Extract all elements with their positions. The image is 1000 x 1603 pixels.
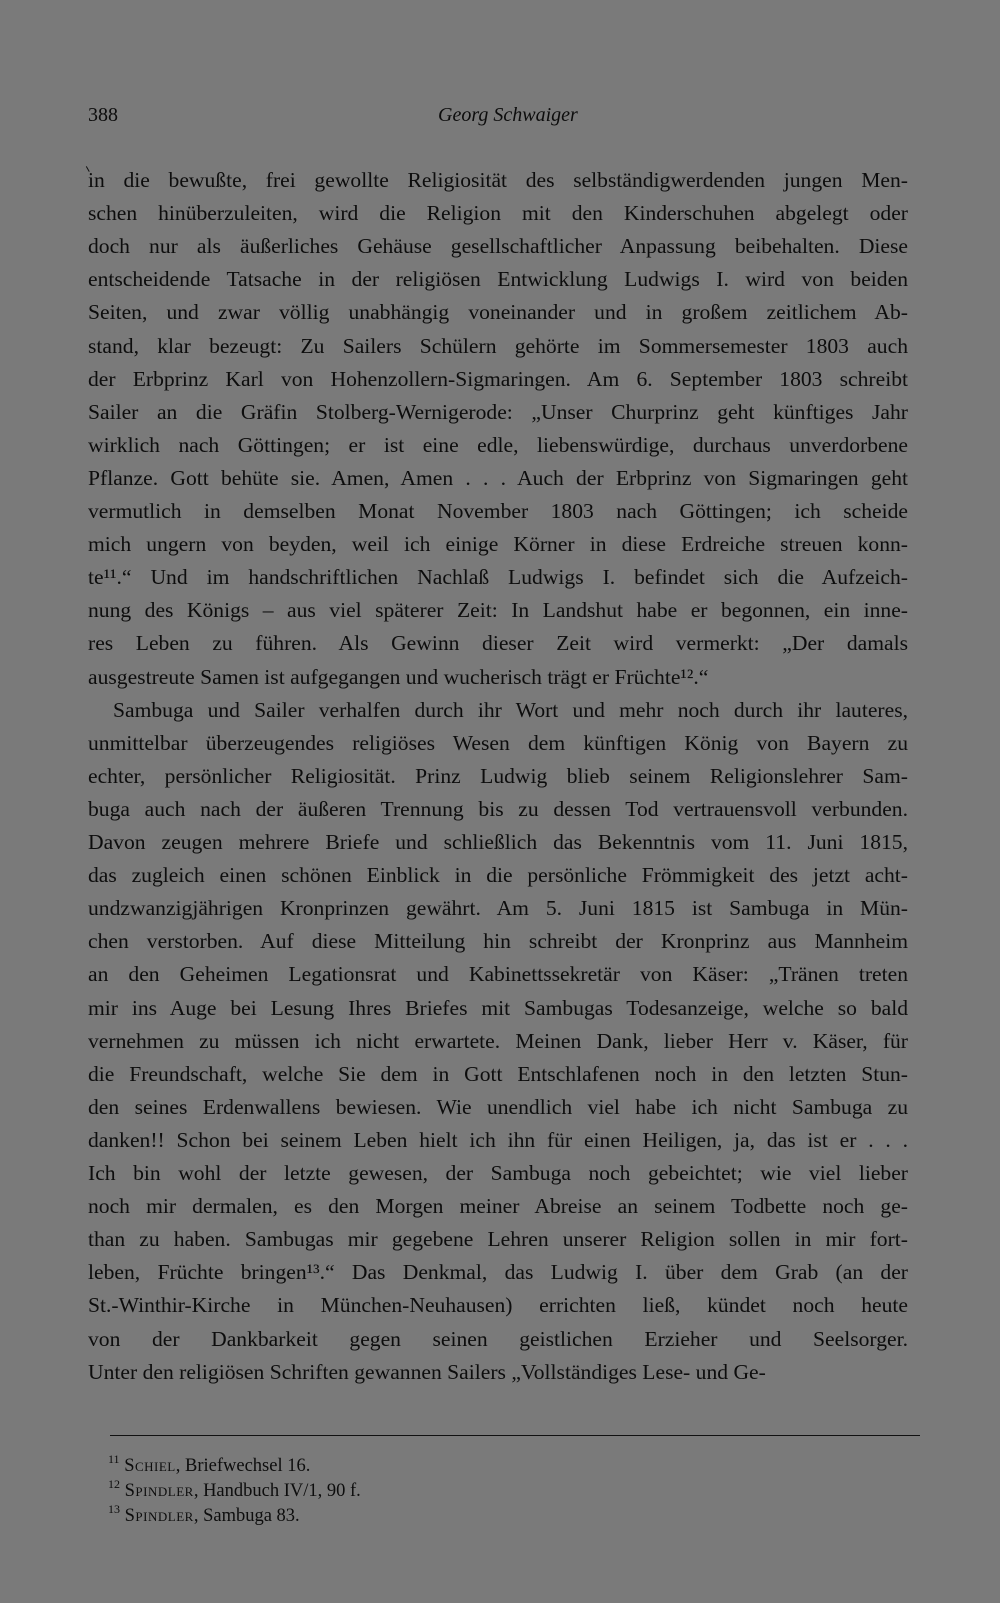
text-line: res Leben zu führen. Als Gewinn dieser Zeit wird vermerkt: „Der damals xyxy=(88,633,908,656)
footnote xyxy=(108,1502,300,1527)
text-line: echter, persönlicher Religiosität. Prinz Ludwig blieb seinem Religionslehrer Sam- xyxy=(88,765,908,788)
text-line: nung des Königs – aus viel späterer Zeit: In Landshut habe er begonnen, ein inne- xyxy=(88,600,908,623)
text-line: undzwanzigjährigen Kronprinzen gewährt. Am 5. Juni 1815 ist Sambuga in Mün- xyxy=(88,898,908,921)
footnote-mark: 11 xyxy=(108,1452,120,1466)
footnote-text: , Sambuga 83. xyxy=(193,1506,300,1526)
page-number: 388 xyxy=(88,104,118,126)
text-line: stand, klar bezeugt: Zu Sailers Schülern gehörte im Sommersemester 1803 auch xyxy=(88,335,908,358)
text-line: die Freundschaft, welche Sie dem in Gott Entschlafenen noch in den letzten Stun- xyxy=(88,1063,908,1086)
footnote-mark: 12 xyxy=(108,1477,120,1491)
footnote-mark: 13 xyxy=(108,1502,120,1516)
footnote-text: , Handbuch IV/1, 90 f. xyxy=(193,1481,361,1501)
text-line: den seines Erdenwallens bewiesen. Wie unendlich viel habe ich nicht Sambuga zu xyxy=(88,1096,908,1119)
text-line: unmittelbar überzeugendes religiöses Wesen dem künftigen König von Bayern zu xyxy=(88,732,908,755)
text-line: Seiten, und zwar völlig unabhängig voneinander und in großem zeitlichem Ab- xyxy=(88,302,908,325)
page-header xyxy=(88,100,920,132)
text-line: Davon zeugen mehrere Briefe und schließlich das Bekenntnis vom 11. Juni 1815, xyxy=(88,832,908,854)
text-line: mir ins Auge bei Lesung Ihres Briefes mit Sambugas Todesanzeige, welche so bald xyxy=(88,997,908,1020)
footnote-author: Spindler xyxy=(124,1506,194,1526)
text-line: Ich bin wohl der letzte gewesen, der Sambuga noch gebeichtet; wie viel lieber xyxy=(88,1163,908,1185)
text-line: von der Dankbarkeit gegen seinen geistlichen Erzieher und Seelsorger. xyxy=(88,1328,908,1351)
text-line: doch nur als äußerliches Gehäuse gesellschaftlicher Anpassung beibehalten. Diese xyxy=(88,236,908,259)
running-head: Georg Schwaiger xyxy=(438,104,578,126)
text-line: wirklich nach Göttingen; er ist eine edle, liebenswürdige, durchaus unverdorbene xyxy=(88,434,908,457)
text-line: than zu haben. Sambugas mir gegebene Lehren unserer Religion sollen in mir fort- xyxy=(88,1229,908,1252)
footnote-text: , Briefwechsel 16. xyxy=(175,1456,311,1476)
text-line: St.-Winthir-Kirche in München-Neuhausen) errichten ließ, kündet noch heute xyxy=(88,1295,908,1318)
text-line: in die bewußte, frei gewollte Religiosität des selbständigwerdenden jungen Men- xyxy=(88,170,908,192)
text-line: schen hinüberzuleiten, wird die Religion mit den Kinderschuhen abgelegt oder xyxy=(88,203,908,226)
text-line: Sailer an die Gräfin Stolberg-Wernigerode: „Unser Churprinz geht künftiges Jahr xyxy=(88,401,908,424)
footnote-author: Schiel xyxy=(124,1456,176,1476)
text-line: Pflanze. Gott behüte sie. Amen, Amen . . . Auch der Erbprinz von Sigmaringen geht xyxy=(88,467,908,490)
text-line: te¹¹.“ Und im handschriftlichen Nachlaß Ludwigs I. befindet sich die Aufzeich- xyxy=(88,567,908,590)
text-line: entscheidende Tatsache in der religiösen Entwicklung Ludwigs I. wird von beiden xyxy=(88,269,908,292)
text-line: an den Geheimen Legationsrat und Kabinettssekretär von Käser: „Tränen treten xyxy=(88,964,908,987)
text-line: leben, Früchte bringen¹³.“ Das Denkmal, das Ludwig I. über dem Grab (an der xyxy=(88,1262,908,1285)
text-line: chen verstorben. Auf diese Mitteilung hin schreibt der Kronprinz aus Mannheim xyxy=(88,931,908,954)
text-line: vermutlich in demselben Monat November 1803 nach Göttingen; ich scheide xyxy=(88,501,908,523)
footnote-author: Spindler xyxy=(124,1481,194,1501)
text-line: das zugleich einen schönen Einblick in die persönliche Frömmigkeit des jetzt acht- xyxy=(88,865,908,888)
footnote-rule xyxy=(110,1435,920,1436)
footnote xyxy=(108,1452,310,1477)
text-line: danken!! Schon bei seinem Leben hielt ich ihn für einen Heiligen, ja, das ist er . . . xyxy=(88,1129,908,1152)
text-line: ausgestreute Samen ist aufgegangen und wucherisch trägt er Früchte¹².“ xyxy=(88,664,709,689)
footnote xyxy=(108,1477,361,1502)
text-line: noch mir dermalen, es den Morgen meiner Abreise an seinem Todbette noch ge- xyxy=(88,1196,908,1219)
text-line: vernehmen zu müssen ich nicht erwartete. Meinen Dank, lieber Herr v. Käser, für xyxy=(88,1030,908,1053)
text-line: der Erbprinz Karl von Hohenzollern-Sigmaringen. Am 6. September 1803 schreibt xyxy=(88,368,908,391)
text-line: Unter den religiösen Schriften gewannen Sailers „Vollständiges Lese- und Ge- xyxy=(88,1359,766,1384)
text-line: Sambuga und Sailer verhalfen durch ihr Wort und mehr noch durch ihr lauteres, xyxy=(113,699,908,722)
text-line: mich ungern von beyden, weil ich einige Körner in diese Erdreiche streuen konn- xyxy=(88,534,908,557)
text-line: buga auch nach der äußeren Trennung bis zu dessen Tod vertrauensvoll verbunden. xyxy=(88,798,908,821)
